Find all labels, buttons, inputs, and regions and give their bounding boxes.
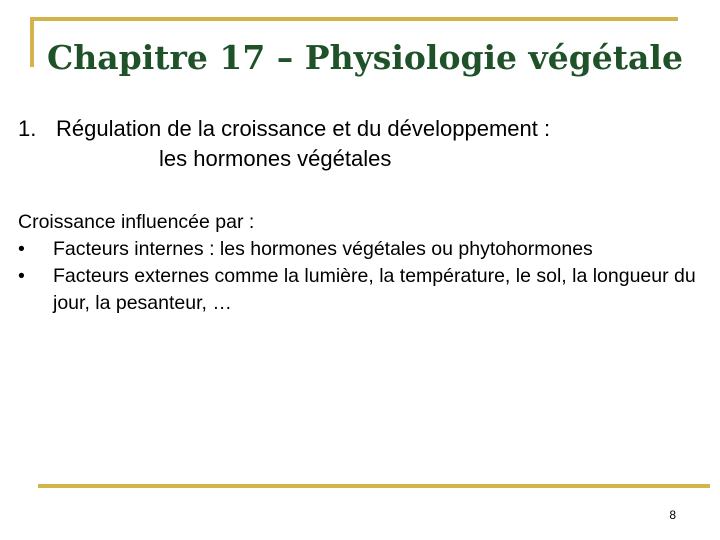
section-heading-line-1: Régulation de la croissance et du développement : bbox=[56, 116, 551, 141]
bullet-item-external-factors bbox=[18, 263, 713, 317]
bullet-icon: • bbox=[18, 265, 25, 287]
slide-title: Chapitre 17 – Physiologie végétale bbox=[47, 38, 683, 77]
bullet-item-internal-factors bbox=[18, 236, 713, 263]
intro-text: Croissance influencée par : bbox=[18, 211, 255, 233]
slide-body bbox=[18, 209, 713, 317]
bullet-list bbox=[18, 236, 713, 317]
section-heading bbox=[18, 114, 708, 174]
section-number: 1. bbox=[18, 116, 37, 141]
page-number: 8 bbox=[669, 508, 676, 522]
footer-rule bbox=[38, 484, 710, 488]
title-frame-top-rule bbox=[30, 17, 678, 21]
bullet-icon: • bbox=[18, 238, 25, 260]
bullet-text: Facteurs internes : les hormones végétales ou phytohormones bbox=[53, 238, 593, 260]
bullet-text: Facteurs externes comme la lumière, la température, le sol, la longueur du jour, la pesanteur, … bbox=[53, 265, 696, 314]
section-heading-line-2: les hormones végétales bbox=[159, 146, 392, 171]
